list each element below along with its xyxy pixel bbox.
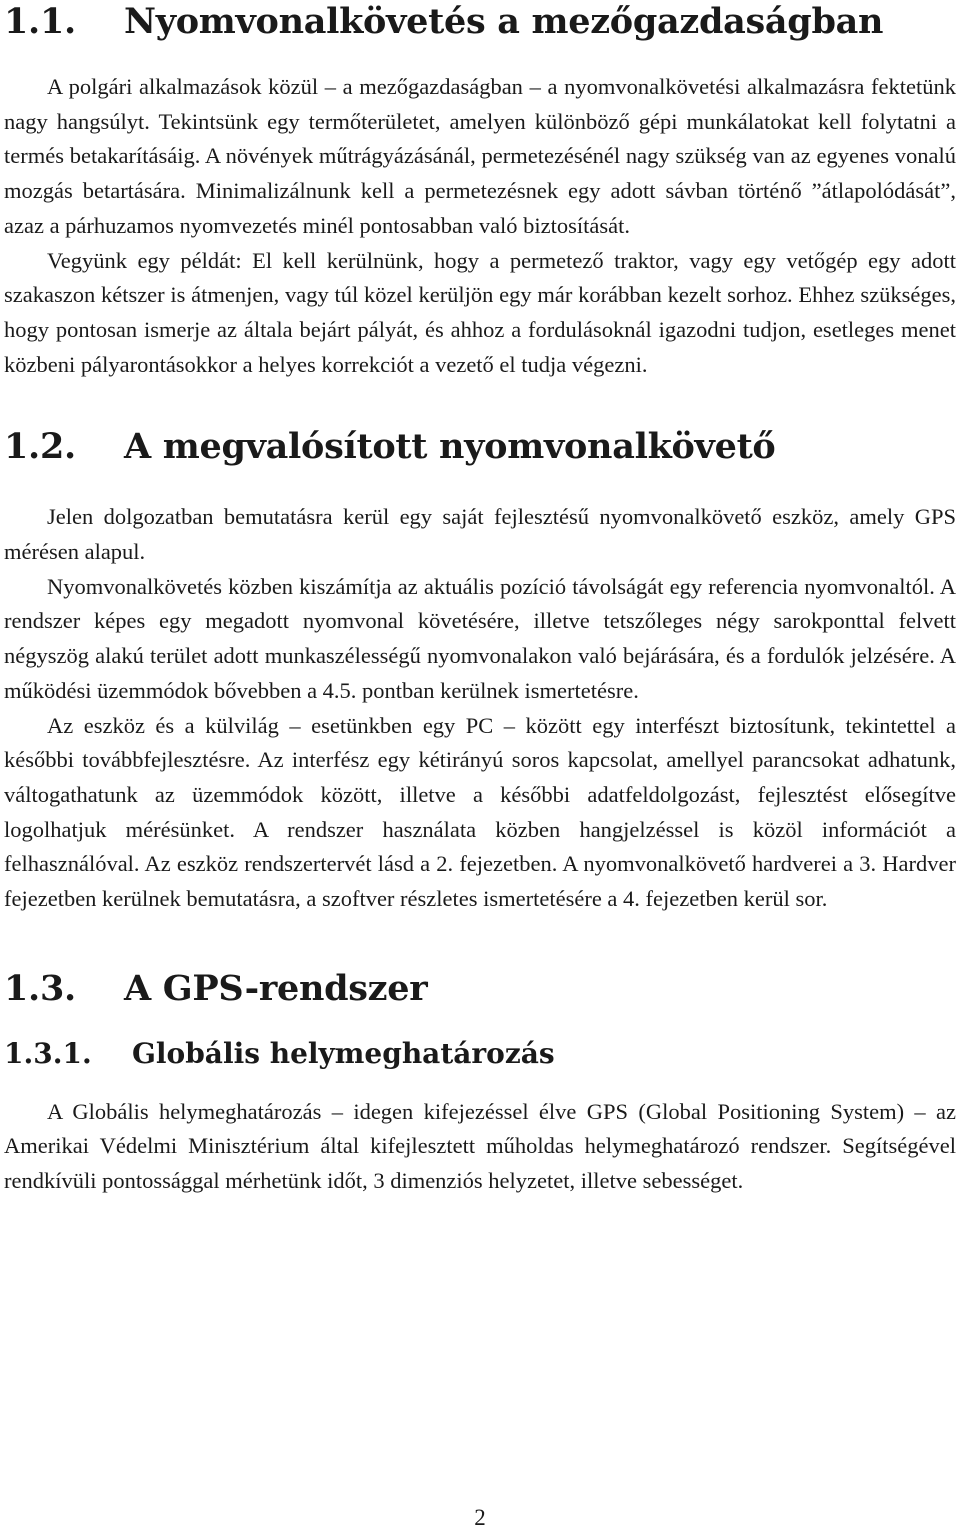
section-number: 1.2. xyxy=(4,426,76,468)
paragraph: Nyomvonalkövetés közben kiszámítja az aktuális pozíció távolságát egy referencia nyomvonaltól. A rendszer képes egy megadott nyomvonal követésére, illetve tetszőleges négy sarokponttal felvett négyszög alakú terület adott munkaszélességű nyomvonalakon való bejárására, és a fordulók jelzésére. A működési üzemmódok bővebben a 4.5. pontban kerülnek ismertetésre. xyxy=(4,573,956,703)
paragraph: A polgári alkalmazások közül – a mezőgazdaságban – a nyomvonalkövetési alkalmazásra fektetünk nagy hangsúlyt. Tekintsünk egy termőterületet, amelyen különböző gépi munkálatokat kell folytatni a termés betakarításáig. A növények műtrágyázásánál, permetezésénél nagy szükség van az egyenes vonalú mozgás betartására. Minimalizálnunk kell a permetezésnek egy adott sávban történő ”átlapolódását”, azaz a párhuzamos nyomvezetés minél pontosabban való biztosítását. xyxy=(4,74,956,238)
subsection-number: 1.3.1. xyxy=(4,1036,92,1070)
section-body-1-2 xyxy=(4,500,956,916)
section-number: 1.3. xyxy=(4,967,76,1009)
section-title: Nyomvonalkövetés a mezőgazdaságban xyxy=(124,1,884,42)
paragraph: A Globális helymeghatározás – idegen kifejezéssel élve GPS (Global Positioning System) – az Amerikai Védelmi Minisztérium által kifejlesztett műholdas helymeghatározó rendszer. Segítségével rendkívüli pontossággal mérhetünk időt, 3 dimenziós helyzetet, illetve sebességet. xyxy=(4,1098,956,1194)
paragraph: Az eszköz és a külvilág – esetünkben egy PC – között egy interfészt biztosítunk, tekintettel a későbbi továbbfejlesztésre. Az interfész egy kétirányú soros kapcsolat, amellyel parancsokat adhatunk, váltogathatunk az üzemmódok között, illetve a későbbi adatfeldolgozást, fejlesztést elősegítve logolhatjuk mérésünket. A rendszer használata közben hangjelzéssel is közöl információt a felhasználóval. Az eszköz rendszertervét lásd a 2. fejezetben. A nyomvonalkövető hardverei a 3. Hardver fejezetben kerülnek bemutatásra, a szoftver részletes ismertetésére a 4. fejezetben kerül sor. xyxy=(4,712,956,912)
section-heading-1-3 xyxy=(4,969,956,1009)
paragraph: Jelen dolgozatban bemutatásra kerül egy saját fejlesztésű nyomvonalkövető eszköz, amely GPS mérésen alapul. xyxy=(4,504,956,565)
document-page xyxy=(4,0,956,1199)
section-heading-1-2 xyxy=(4,427,956,467)
section-heading-1-1 xyxy=(4,2,956,42)
section-title: A megvalósított nyomvonalkövető xyxy=(124,426,776,468)
section-body-1-3-1 xyxy=(4,1095,956,1199)
paragraph: Vegyünk egy példát: El kell kerülnünk, hogy a permetező traktor, vagy egy vetőgép egy adott szakaszon kétszer is átmenjen, vagy túl közel kerüljön egy már korábban kezelt sorhoz. Ehhez szükséges, hogy pontosan ismerje az általa bejárt pályát, és ahhoz a fordulásoknál igazodni tudjon, esetleges menet közbeni pályarontásokkor a helyes korrekciót a vezető el tudja végezni. xyxy=(4,247,956,377)
subsection-heading-1-3-1 xyxy=(4,1037,956,1071)
section-title: A GPS-rendszer xyxy=(124,967,428,1009)
page-number: 2 xyxy=(474,1505,486,1530)
section-number: 1.1. xyxy=(4,1,76,42)
subsection-title: Globális helymeghatározás xyxy=(132,1036,555,1070)
section-body-1-1 xyxy=(4,70,956,382)
